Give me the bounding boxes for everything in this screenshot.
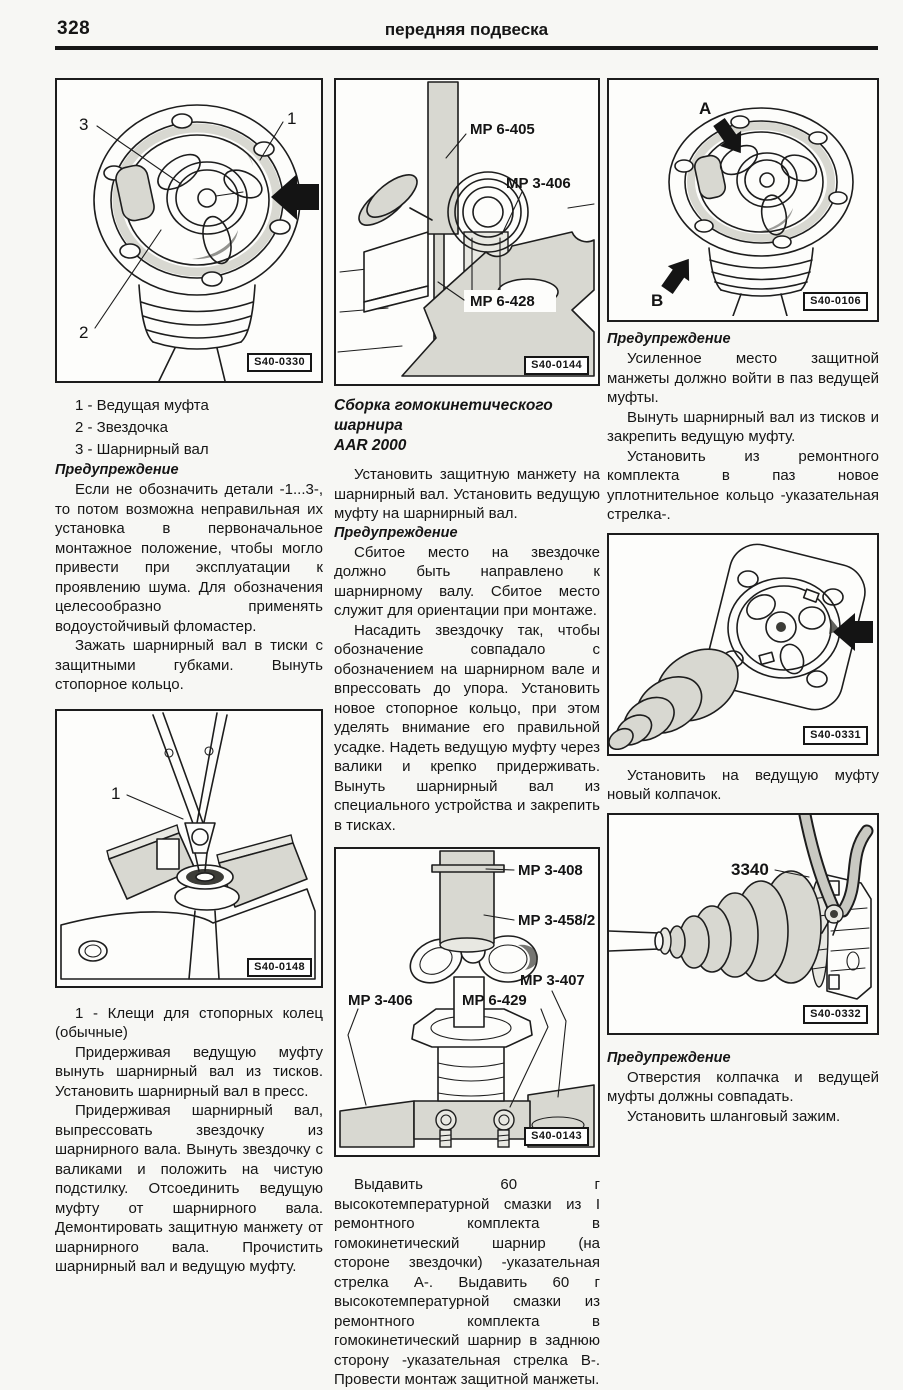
figure-cv-joint-marking — [55, 78, 323, 383]
warning-heading: Предупреждение — [334, 524, 458, 541]
legend-item: 2 - Звездочка — [75, 419, 168, 436]
section-heading-line2: AAR 2000 — [334, 437, 407, 454]
warning-heading: Предупреждение — [55, 462, 179, 478]
callout-mp3-408: MP 3-408 — [518, 862, 583, 879]
paragraph: Установить на ведущую муфту новый колпачок. — [607, 766, 879, 803]
paragraph: Если не обозначить детали -1...3-, то потом возможна неправильная их установка в первоначальное монтажное положение, чтобы могло привести при эксплуатации к проявлению шума. Для обозначения целесообразно применять водоустойчивый фломастер. — [55, 481, 323, 635]
joint-boot-drawing — [609, 535, 877, 750]
press-tool2-drawing — [336, 849, 598, 1151]
figure-code: S40-0330 — [247, 353, 312, 372]
callout-1: 1 — [287, 109, 297, 128]
paragraph: Установить из ремонтного комплекта в паз новое уплотнительное кольцо -указательная стрелка-. — [607, 447, 879, 523]
paragraph: Зажать шарнирный вал в тиски с защитными губками. Вынуть стопорное кольцо. — [55, 637, 323, 693]
legend-item: 3 - Шарнирный вал — [75, 441, 209, 458]
paragraph: Насадить звездочку так, чтобы обозначение совпадало с обозначением на шарнирном вале и впрессовать до упора. Установить новое стопорное кольцо, при этом уделять внимание его правильной усадке. Надеть ведущую муфту через валики и крепко придерживать. Вынуть шарнирный вал из специального устройства и закрепить в тисках. — [334, 621, 600, 834]
callout-3340: 3340 — [731, 859, 769, 879]
paragraph: Установить защитную манжету на шарнирный вал. Установить ведущую муфту на шарнирный вал. — [334, 466, 600, 522]
warning-heading: Предупреждение — [607, 331, 731, 347]
paragraph: Вынуть шарнирный вал из тисков и закрепить ведущую муфту. — [607, 408, 879, 445]
column-right — [607, 78, 879, 1126]
figure-code: S40-0144 — [524, 356, 589, 375]
callout-a: A — [699, 99, 712, 118]
page-header — [55, 16, 878, 50]
callout-mp6-405: MP 6-405 — [470, 121, 535, 138]
page-number: 328 — [57, 18, 91, 39]
column-left — [55, 78, 323, 1277]
figure-press-sprocket-in — [334, 847, 600, 1157]
figure-code: S40-0331 — [803, 726, 868, 745]
boot-clamp-drawing — [609, 815, 877, 1029]
column-middle — [334, 78, 600, 1390]
callout-mp6-428: MP 6-428 — [470, 293, 535, 310]
figure-joint-grease-arrows — [607, 78, 879, 322]
callout-2: 2 — [79, 323, 89, 342]
figure-code: S40-0106 — [803, 292, 868, 311]
circlip-pliers-drawing — [57, 711, 321, 982]
joint-ab-drawing — [609, 80, 877, 316]
paragraph: Выдавить 60 г высокотемпературной смазки из I ремонтного комплекта в гомокинетический шарнир (на стороне звездочки) -указательная стрелка А-. Выдавить 60 г высокотемпературной смазки из ремонтного комплекта в гомокинетический шарнир в заднюю сторону -указательная стрелка В-. Провести монтаж защитной манжеты. — [334, 1176, 600, 1388]
callout-mp3-406: MP 3-406 — [506, 175, 571, 192]
legend-item: 1 - Клещи для стопорных колец (обычные) — [55, 1004, 323, 1041]
paragraph: Усиленное место защитной манжеты должно войти в паз ведущей муфты. — [607, 350, 879, 406]
figure-code: S40-0143 — [524, 1127, 589, 1146]
paragraph: Сбитое место на звездочке должно быть направлено к шарнирному валу. Сбитое место служит для ориентации при монтаже. — [334, 543, 600, 619]
figure-code: S40-0332 — [803, 1005, 868, 1024]
callout-mp3-406: MP 3-406 — [348, 992, 413, 1009]
page-title: передняя подвеска — [384, 20, 549, 39]
figure-joint-seal-arrow — [607, 533, 879, 756]
section-heading: Сборка гомокинетического шарнира — [334, 397, 553, 434]
cv-joint-drawing — [57, 80, 321, 381]
callout-mp3-458-2: MP 3-458/2 — [518, 912, 596, 929]
figure-circlip-pliers — [55, 709, 323, 988]
paragraph: Установить шланговый зажим. — [627, 1107, 841, 1125]
figure-boot-clamp-pliers — [607, 813, 879, 1035]
callout-3: 3 — [79, 115, 89, 134]
legend-item: 1 - Ведущая муфта — [75, 397, 209, 414]
paragraph: Придерживая ведущую муфту вынуть шарнирный вал из тисков. Установить шарнирный вал в пресс. — [55, 1043, 323, 1100]
press-tool-drawing — [336, 80, 598, 380]
callout-1: 1 — [111, 783, 121, 803]
figure-press-sprocket-out — [334, 78, 600, 386]
callout-mp3-407: MP 3-407 — [520, 972, 585, 989]
warning-heading: Предупреждение — [607, 1049, 731, 1066]
figure-code: S40-0148 — [247, 958, 312, 977]
callout-mp6-429: MP 6-429 — [462, 992, 527, 1009]
paragraph: Отверстия колпачка и ведущей муфты должны совпадать. — [607, 1068, 879, 1105]
paragraph: Придерживая шарнирный вал, выпрессовать звездочку из шарнирного вала. Вынуть звездочку с валиками и положить на чистую подстилку. Отсоединить ведущую муфту от шарнирного вала. Демонтировать защитную манжету от шарнирного вала. Прочистить шарнирный вал и ведущую муфту. — [55, 1102, 323, 1275]
callout-b: B — [651, 291, 664, 310]
